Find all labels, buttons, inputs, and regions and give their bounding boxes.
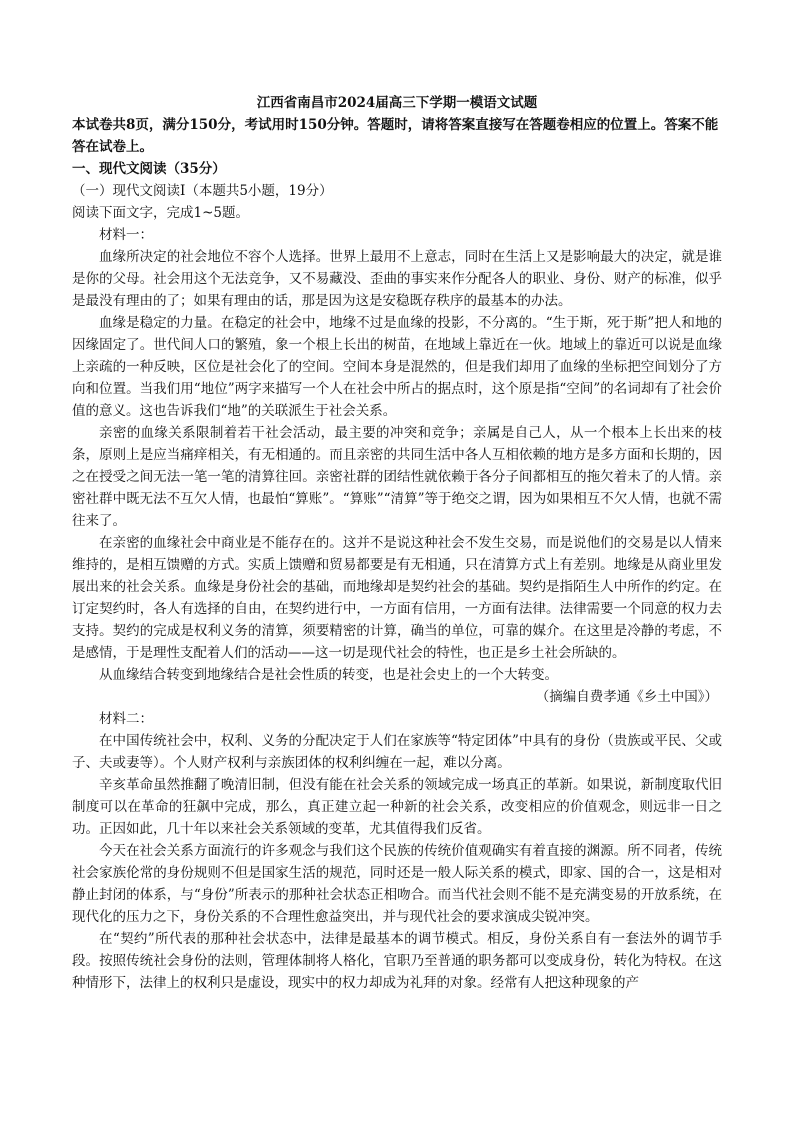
section-subheading: （一）现代文阅读Ⅰ（本题共5小题，19分） <box>72 183 333 199</box>
exam-instructions: 本试卷共8页，满分150分，考试用时150分钟。答题时，请将答案直接写在答题卷相应的位置上。答案不能答在试卷上。 <box>72 117 719 155</box>
section-heading: 一、现代文阅读（35分） <box>72 161 226 177</box>
material-two-label: 材料二： <box>99 711 153 727</box>
material-one-paragraph: 血缘所决定的社会地位不容个人选择。世界上最用不上意志，同时在生活上又是影响最大的决定，就是谁是你的父母。社会用这个无法竞争，又不易藏没、歪曲的事实来作分配各人的职业、身份、财产的标准，似乎是最没有理由的了；如果有理由的话，那是因为这是安稳既存秩序的最基本的办法。 <box>72 249 722 309</box>
material-one-paragraph: 血缘是稳定的力量。在稳定的社会中，地缘不过是血缘的投影，不分离的。“生于斯，死于斯”把人和地的因缘固定了。世代间人口的繁殖，象一个根上长出的树苗，在地域上靠近在一伙。地域上的靠近可以说是血缘上亲疏的一种反映，区位是社会化了的空间。空间本身是混然的，但是我们却用了血缘的坐标把空间划分了方向和位置。当我们用“地位”两字来描写一个人在社会中所占的据点时，这个原是指“空间”的名词却有了社会价值的意义。这也告诉我们“地”的关联派生于社会关系。 <box>72 315 722 419</box>
material-one-source: （摘编自费孝通《乡土中国》） <box>535 689 718 705</box>
reading-instruction: 阅读下面文字，完成1~5题。 <box>72 205 249 221</box>
material-one-paragraph: 亲密的血缘关系限制着若干社会活动，最主要的冲突和竞争；亲属是自己人，从一个根本上长出来的枝条，原则上是应当痛痒相关，有无相通的。而且亲密的共同生活中各人互相依赖的地方是多方面和长期的，因之在授受之间无法一笔一笔的清算往回。亲密社群的团结性就依赖于各分子间都相互的拖欠着未了的人情。亲密社群中既无法不互欠人情，也最怕“算账”。“算账”“清算”等于绝交之谓，因为如果相互不欠人情，也就不需往来了。 <box>72 425 722 529</box>
document-title: 江西省南昌市2024届高三下学期一模语文试题 <box>256 95 538 111</box>
material-one-paragraph: 从血缘结合转变到地缘结合是社会性质的转变，也是社会史上的一个大转变。 <box>99 667 558 683</box>
material-two-paragraph: 今天在社会关系方面流行的许多观念与我们这个民族的传统价值观确实有着直接的渊源。所不同者，传统社会家族伦常的身份规则不但是国家生活的规范，同时还是一般人际关系的模式，即家、国的合一，这是相对静止封闭的体系，与“身份”所表示的那种社会状态正相吻合。而当代社会则不能不是充满变易的开放系统，在现代化的压力之下，身份关系的不合理性愈益突出，并与现代社会的要求演成尖锐冲突。 <box>72 843 722 925</box>
material-one-paragraph: 在亲密的血缘社会中商业是不能存在的。这并不是说这种社会不发生交易，而是说他们的交易是以人情来维持的，是相互馈赠的方式。实质上馈赠和贸易都要是有无相通，只在清算方式上有差别。地缘是从商业里发展出来的社会关系。血缘是身份社会的基础，而地缘却是契约社会的基础。契约是指陌生人中所作的约定。在订定契约时，各人有选择的自由，在契约进行中，一方面有信用，一方面有法律。法律需要一个同意的权力去支持。契约的完成是权利义务的清算，须要精密的计算，确当的单位，可靠的媒介。在这里是冷静的考虑，不是感情，于是理性支配着人们的活动——这一切是现代社会的特性，也正是乡土社会所缺的。 <box>72 535 722 661</box>
material-two-paragraph: 在中国传统社会中，权利、义务的分配决定于人们在家族等“特定团体”中具有的身份（贵族或平民、父或子、夫或妻等）。个人财产权利与亲族团体的权利纠缠在一起，难以分离。 <box>72 733 722 771</box>
document-page <box>72 92 722 994</box>
material-two-paragraph: 辛亥革命虽然推翻了晚清旧制，但没有能在社会关系的领域完成一场真正的革新。如果说，新制度取代旧制度可以在革命的狂飙中完成，那么，真正建立起一种新的社会关系，改变相应的价值观念，则远非一日之功。正因如此，几十年以来社会关系领域的变革，尤其值得我们反省。 <box>72 777 722 837</box>
material-two-paragraph: 在“契约”所代表的那种社会状态中，法律是最基本的调节模式。相反，身份关系自有一套法外的调节手段。按照传统社会身份的法则，管理体制将人格化，官职乃至普通的职务都可以变成身份，转化为特权。在这种情形下，法律上的权利只是虚设，现实中的权力却成为礼拜的对象。经常有人把这种现象的产 <box>72 931 722 991</box>
material-one-label: 材料一： <box>99 227 153 243</box>
